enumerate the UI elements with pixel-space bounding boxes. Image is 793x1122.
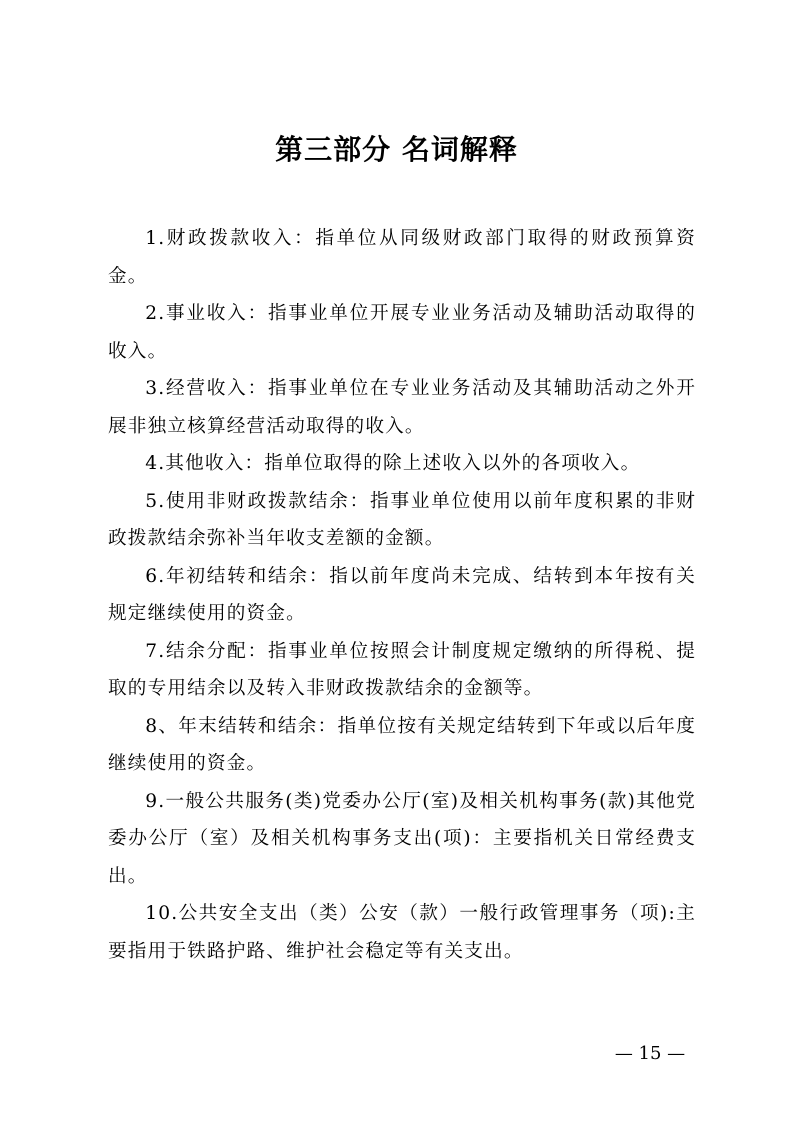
definition-paragraph-2: 2.事业收入：指事业单位开展专业业务活动及辅助活动取得的收入。 xyxy=(108,303,696,362)
page-number: — 15 — xyxy=(614,1043,686,1064)
definitions-body xyxy=(108,220,696,970)
definition-paragraph-6: 6.年初结转和结余：指以前年度尚未完成、结转到本年按有关规定继续使用的资金。 xyxy=(108,565,696,624)
definition-paragraph-1: 1.财政拨款收入：指单位从同级财政部门取得的财政预算资金。 xyxy=(108,228,696,287)
definition-paragraph-7: 7.结余分配：指事业单位按照会计制度规定缴纳的所得税、提取的专用结余以及转入非财政拨款结余的金额等。 xyxy=(108,640,696,699)
definition-paragraph-10: 10.公共安全支出（类）公安（款）一般行政管理事务（项):主要指用于铁路护路、维护社会稳定等有关支出。 xyxy=(108,903,696,962)
definition-paragraph-3: 3.经营收入：指事业单位在专业业务活动及其辅助活动之外开展非独立核算经营活动取得的收入。 xyxy=(108,378,696,437)
page-title: 第三部分 名词解释 xyxy=(275,133,518,166)
definition-paragraph-8: 8、年末结转和结余：指单位按有关规定结转到下年或以后年度继续使用的资金。 xyxy=(108,715,696,774)
definition-paragraph-4: 4.其他收入：指单位取得的除上述收入以外的各项收入。 xyxy=(145,453,641,474)
definition-paragraph-9: 9.一般公共服务(类)党委办公厅(室)及相关机构事务(款)其他党委办公厅（室）及相关机构事务支出(项)：主要指机关日常经费支出。 xyxy=(108,790,696,887)
definition-paragraph-5: 5.使用非财政拨款结余：指事业单位使用以前年度积累的非财政拨款结余弥补当年收支差额的金额。 xyxy=(108,490,696,549)
